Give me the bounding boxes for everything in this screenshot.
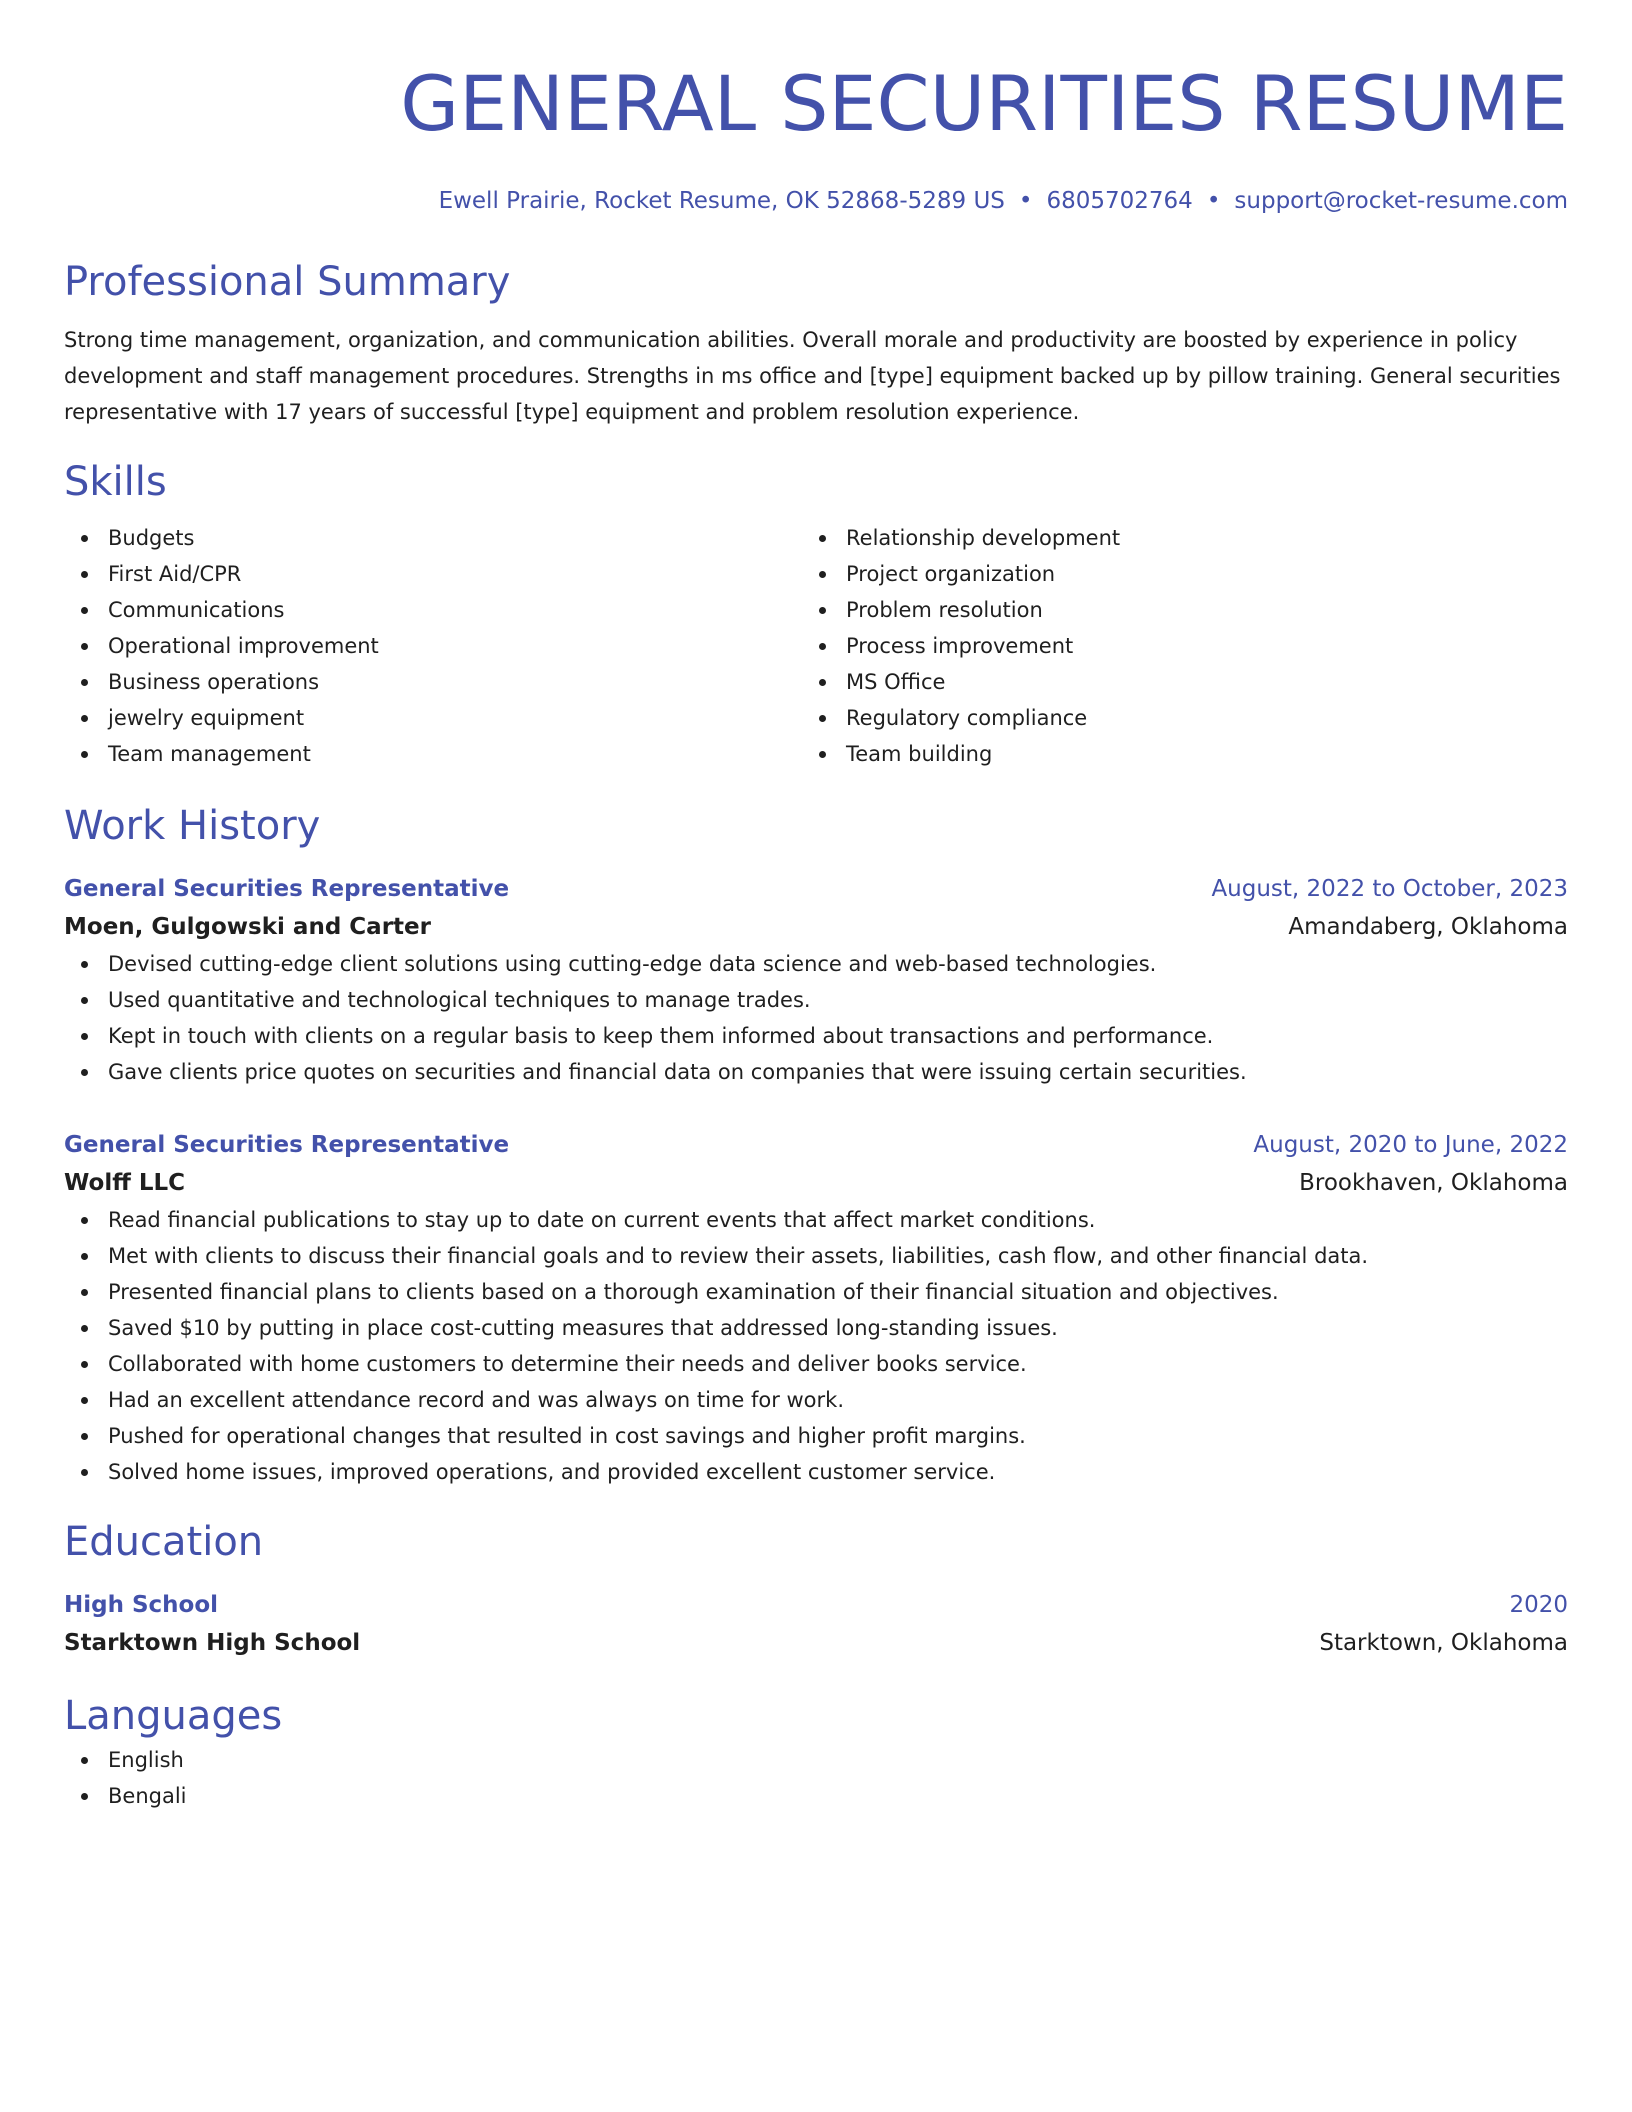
skill-item: Team management: [64, 736, 802, 772]
contact-phone: 6805702764: [1046, 188, 1193, 214]
education-degree: High School: [64, 1592, 219, 1618]
education-school: Starktown High School: [64, 1630, 361, 1656]
education-header-row: [64, 1586, 1568, 1624]
skill-item: Budgets: [64, 520, 802, 556]
skill-item: Relationship development: [802, 520, 1540, 556]
language-item: Bengali: [64, 1778, 1568, 1814]
job-header-row: [64, 870, 1568, 908]
job-bullet: Saved $10 by putting in place cost-cutting measures that addressed long-standing issues.: [64, 1310, 1568, 1346]
job-bullet: Kept in touch with clients on a regular basis to keep them informed about transactions and performance.: [64, 1018, 1568, 1054]
job-dates: August, 2022 to October, 2023: [1211, 876, 1568, 902]
job-location: Amandaberg, Oklahoma: [1288, 914, 1568, 940]
job-dates: August, 2020 to June, 2022: [1253, 1132, 1568, 1158]
summary-heading: Professional Summary: [64, 259, 511, 305]
job-bullet: Met with clients to discuss their financial goals and to review their assets, liabilities, cash flow, and other financial data.: [64, 1238, 1568, 1274]
job-bullets: [64, 946, 1568, 1090]
job-bullet: Had an excellent attendance record and was always on time for work.: [64, 1382, 1568, 1418]
skill-item: Project organization: [802, 556, 1540, 592]
job-bullet: Gave clients price quotes on securities and financial data on companies that were issuing certain securities.: [64, 1054, 1568, 1090]
contact-line: [64, 184, 1568, 218]
job-company-row: [64, 1164, 1568, 1202]
job-company-row: [64, 908, 1568, 946]
job-bullet: Presented financial plans to clients based on a thorough examination of their financial situation and objectives.: [64, 1274, 1568, 1310]
job-bullet: Devised cutting-edge client solutions using cutting-edge data science and web-based technologies.: [64, 946, 1568, 982]
job-company: Wolff LLC: [64, 1170, 186, 1196]
skill-item: Regulatory compliance: [802, 700, 1540, 736]
education-school-row: [64, 1624, 1568, 1662]
skills-heading: Skills: [64, 459, 167, 505]
skill-item: Team building: [802, 736, 1540, 772]
summary-text: Strong time management, organization, and communication abilities. Overall morale and productivity are boosted by experience in policy development and staff management procedures. Strengths in ms office and [type] equipment backed up by pillow training. General securities representative with 17 years of successful [type] equipment and problem resolution experience.: [64, 328, 1561, 424]
skill-item: Problem resolution: [802, 592, 1540, 628]
language-item: English: [64, 1742, 1568, 1778]
skill-item: First Aid/CPR: [64, 556, 802, 592]
languages-list: [64, 1742, 1568, 1814]
job-bullet: Pushed for operational changes that resulted in cost savings and higher profit margins.: [64, 1418, 1568, 1454]
education-heading: Education: [64, 1519, 264, 1565]
resume-title: GENERAL SECURITIES RESUME: [400, 59, 1568, 148]
job-bullet: Used quantitative and technological techniques to manage trades.: [64, 982, 1568, 1018]
job-company: Moen, Gulgowski and Carter: [64, 914, 431, 940]
job-bullet: Collaborated with home customers to determine their needs and deliver books service.: [64, 1346, 1568, 1382]
skill-item: MS Office: [802, 664, 1540, 700]
job-bullets: [64, 1202, 1568, 1490]
skills-list-left: [64, 520, 802, 772]
education-location: Starktown, Oklahoma: [1319, 1630, 1568, 1656]
job-header-row: [64, 1126, 1568, 1164]
languages-heading: Languages: [64, 1693, 283, 1739]
skills-grid: [64, 520, 1568, 772]
job-entry: [64, 870, 1568, 1090]
contact-separator: •: [1018, 188, 1033, 214]
skills-list-right: [802, 520, 1540, 772]
job-entry: [64, 1126, 1568, 1490]
job-role: General Securities Representative: [64, 876, 510, 902]
skill-item: Process improvement: [802, 628, 1540, 664]
skill-item: Operational improvement: [64, 628, 802, 664]
job-bullet: Solved home issues, improved operations, and provided excellent customer service.: [64, 1454, 1568, 1490]
contact-email: support@rocket-resume.com: [1234, 188, 1568, 214]
job-role: General Securities Representative: [64, 1132, 510, 1158]
work-history-heading: Work History: [64, 803, 321, 849]
skill-item: jewelry equipment: [64, 700, 802, 736]
contact-separator: •: [1206, 188, 1221, 214]
skill-item: Business operations: [64, 664, 802, 700]
education-entry: [64, 1586, 1568, 1662]
job-location: Brookhaven, Oklahoma: [1299, 1170, 1568, 1196]
education-year: 2020: [1509, 1592, 1568, 1618]
job-bullet: Read financial publications to stay up to date on current events that affect market conditions.: [64, 1202, 1568, 1238]
contact-address: Ewell Prairie, Rocket Resume, OK 52868-5289 US: [438, 188, 1005, 214]
skill-item: Communications: [64, 592, 802, 628]
